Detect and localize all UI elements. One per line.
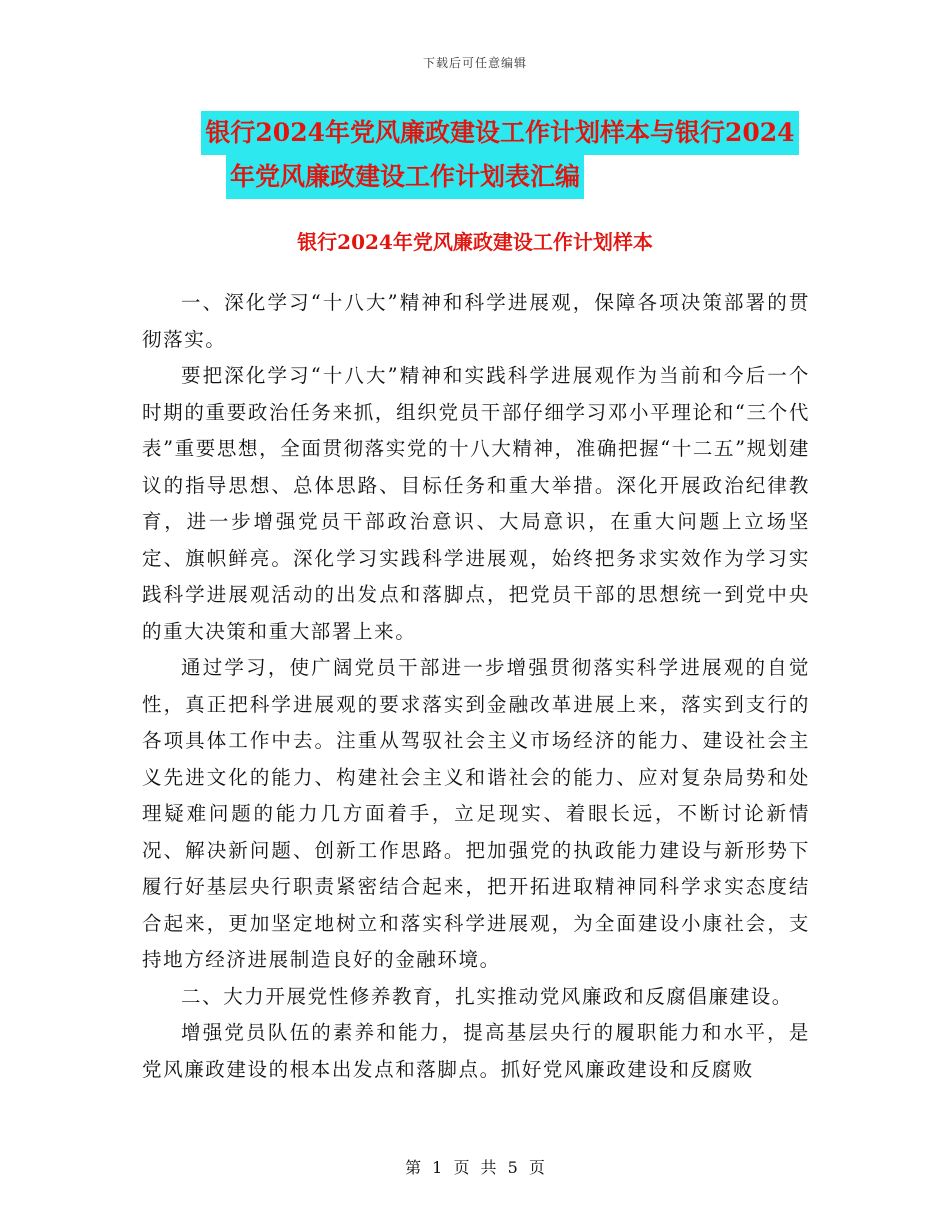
- document-title: [0, 111, 950, 199]
- page-number: 第 1 页 共 5 页: [405, 1158, 545, 1177]
- paragraph: 通过学习，使广阔党员干部进一步增强贯彻落实科学进展观的自觉性，真正把科学进展观的要求落实到金融改革进展上来，落实到支行的各项具体工作中去。注重从驾驭社会主义市场经济的能力、建设社会主义先进文化的能力、构建社会主义和谐社会的能力、应对复杂局势和处理疑难问题的能力几方面着手，立足现实、着眼长远，不断讨论新情况、解决新问题、创新工作思路。把加强党的执政能力建设与新形势下履行好基层央行职责紧密结合起来，把开拓进取精神同科学求实态度结合起来，更加坚定地树立和落实科学进展观，为全面建设小康社会，支持地方经济进展制造良好的金融环境。: [142, 656, 810, 971]
- paragraph: 要把深化学习“十八大”精神和实践科学进展观作为当前和今后一个时期的重要政治任务来抓，组织党员干部仔细学习邓小平理论和“三个代表”重要思想，全面贯彻落实党的十八大精神，准确把握“十二五”规划建议的指导思想、总体思路、目标任务和重大举措。深化开展政治纪律教育，进一步增强党员干部政治意识、大局意识，在重大问题上立场坚定、旗帜鲜亮。深化学习实践科学进展观，始终把务求实效作为学习实践科学进展观活动的出发点和落脚点，把党员干部的思想统一到党中央的重大决策和重大部署上来。: [142, 364, 810, 643]
- document-title-line-2: 年党风廉政建设工作计划表汇编: [226, 155, 584, 199]
- section-title: 银行2024年党风廉政建设工作计划样本: [297, 230, 653, 254]
- document-body: [142, 285, 810, 1088]
- header-note: 下载后可任意编辑: [422, 56, 527, 70]
- paragraph: 增强党员队伍的素养和能力，提高基层央行的履职能力和水平，是党风廉政建设的根本出发点和落脚点。抓好党风廉政建设和反腐败: [142, 1021, 810, 1081]
- paragraph: 二、大力开展党性修养教育，扎实推动党风廉政和反腐倡廉建设。: [181, 984, 793, 1008]
- document-title-line-1: 银行2024年党风廉政建设工作计划样本与银行2024: [201, 111, 798, 155]
- paragraph: 一、深化学习“十八大”精神和科学进展观，保障各项决策部署的贯彻落实。: [142, 291, 810, 351]
